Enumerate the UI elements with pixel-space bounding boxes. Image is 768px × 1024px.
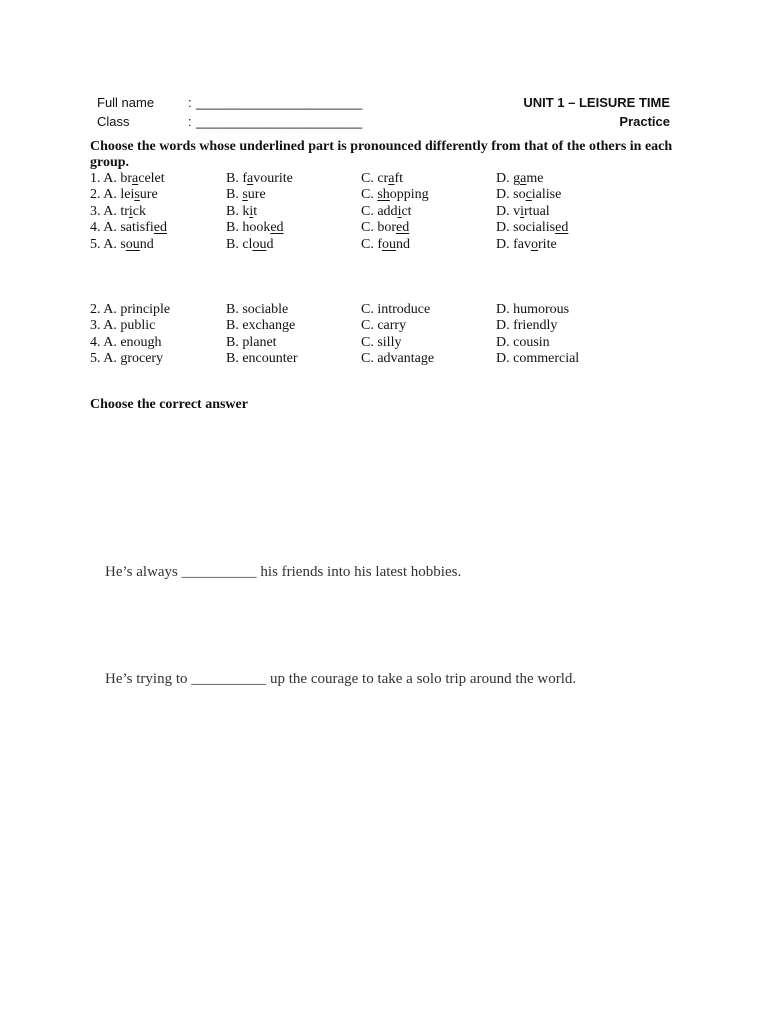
answer-option[interactable] bbox=[496, 204, 550, 220]
word-part: so bbox=[513, 187, 526, 203]
word-part: celet bbox=[138, 171, 165, 186]
answer-option[interactable] bbox=[496, 187, 561, 203]
answer-option[interactable]: C. carry bbox=[361, 318, 407, 334]
word-part: ck bbox=[132, 203, 147, 219]
underlined-part: ed bbox=[153, 220, 168, 236]
word-part: k bbox=[242, 203, 250, 219]
word-part: vourite bbox=[253, 171, 293, 186]
underlined-part: i bbox=[128, 203, 133, 219]
option-prefix: D. bbox=[496, 187, 514, 203]
stress-question-row bbox=[90, 351, 690, 367]
answer-option[interactable] bbox=[226, 237, 273, 253]
option-prefix: 2. A. bbox=[90, 187, 121, 203]
option-prefix: 5. A. bbox=[90, 236, 121, 252]
underlined-part: ed bbox=[270, 220, 284, 236]
underlined-part: i bbox=[397, 203, 402, 219]
answer-option[interactable]: B. encounter bbox=[226, 351, 298, 367]
underlined-part: a bbox=[132, 171, 139, 186]
word-part: br bbox=[120, 171, 133, 186]
sentence-2: He’s trying to __________ up the courage to take a solo trip around the world. bbox=[105, 671, 577, 687]
sentence-1: He’s always __________ his friends into his latest hobbies. bbox=[105, 564, 462, 580]
word-part: socialis bbox=[513, 220, 556, 236]
option-prefix: 3. A. bbox=[90, 203, 121, 219]
word-part: bor bbox=[377, 220, 397, 236]
answer-option[interactable]: C. introduce bbox=[361, 302, 431, 317]
option-prefix: D. bbox=[496, 220, 514, 236]
answer-option[interactable] bbox=[361, 187, 429, 203]
pronunciation-questions bbox=[90, 171, 690, 253]
underlined-part: ou bbox=[125, 236, 140, 252]
answer-option[interactable]: D. friendly bbox=[496, 318, 558, 334]
underlined-part: s bbox=[134, 187, 140, 203]
pronunciation-question-row bbox=[90, 187, 690, 203]
fullname-colon: : bbox=[188, 95, 192, 110]
pronunciation-question-row bbox=[90, 237, 690, 253]
option-prefix: B. bbox=[226, 236, 243, 252]
word-part: tr bbox=[120, 203, 129, 219]
answer-option[interactable]: B. exchange bbox=[226, 318, 296, 334]
word-part: t bbox=[253, 203, 258, 219]
answer-option[interactable] bbox=[90, 237, 154, 253]
underlined-part: ed bbox=[396, 220, 410, 236]
answer-option[interactable]: C. advantage bbox=[361, 351, 435, 367]
underlined-part: i bbox=[249, 203, 254, 219]
answer-option[interactable]: 3. A. public bbox=[90, 318, 156, 334]
answer-option[interactable] bbox=[496, 171, 543, 187]
word-part: hook bbox=[242, 220, 271, 236]
choose-answer-heading: Choose the correct answer bbox=[90, 397, 248, 412]
class-blank[interactable]: _______________________ bbox=[196, 114, 363, 129]
option-prefix: 1. A. bbox=[90, 171, 121, 186]
word-part: fav bbox=[513, 236, 532, 252]
underlined-part: a bbox=[388, 171, 395, 186]
class-label: Class bbox=[97, 114, 130, 129]
underlined-part: a bbox=[520, 171, 527, 186]
answer-option[interactable] bbox=[90, 204, 146, 220]
answer-option[interactable] bbox=[90, 187, 158, 203]
word-part: lei bbox=[120, 187, 135, 203]
underlined-part: sh bbox=[377, 187, 390, 203]
word-part: cl bbox=[242, 236, 253, 252]
answer-option[interactable] bbox=[361, 171, 403, 187]
stress-question-row bbox=[90, 302, 690, 318]
answer-option[interactable] bbox=[226, 204, 257, 220]
pronunciation-question-row bbox=[90, 171, 690, 187]
word-part: nd bbox=[139, 236, 154, 252]
word-part: ft bbox=[394, 171, 404, 186]
answer-option[interactable]: 5. A. grocery bbox=[90, 351, 164, 367]
stress-question-row bbox=[90, 335, 690, 351]
fullname-blank[interactable]: _______________________ bbox=[196, 95, 363, 110]
option-prefix: B. bbox=[226, 220, 243, 236]
word-part: nd bbox=[396, 236, 411, 252]
underlined-part: o bbox=[531, 236, 539, 252]
word-part: rtual bbox=[524, 203, 550, 219]
stress-questions bbox=[90, 302, 690, 368]
answer-option[interactable] bbox=[226, 220, 284, 236]
word-part: s bbox=[120, 236, 126, 252]
answer-option[interactable] bbox=[361, 204, 412, 220]
unit-title: UNIT 1 – LEISURE TIME bbox=[523, 95, 670, 110]
answer-option[interactable]: 2. A. principle bbox=[90, 302, 171, 317]
answer-option[interactable] bbox=[361, 237, 410, 253]
answer-option[interactable]: D. cousin bbox=[496, 334, 550, 350]
pronunciation-question-row bbox=[90, 220, 690, 236]
answer-option[interactable] bbox=[496, 237, 557, 253]
option-prefix: 4. A. bbox=[90, 220, 121, 236]
underlined-part: ed bbox=[555, 220, 569, 236]
answer-option[interactable] bbox=[496, 220, 568, 236]
word-part: ialise bbox=[531, 187, 562, 203]
option-prefix: D. bbox=[496, 236, 514, 252]
word-part: satisfi bbox=[120, 220, 154, 236]
pronunciation-question-row bbox=[90, 204, 690, 220]
underlined-part: s bbox=[242, 187, 248, 203]
answer-option[interactable] bbox=[90, 171, 165, 187]
option-prefix: C. bbox=[361, 203, 378, 219]
answer-option[interactable] bbox=[226, 187, 266, 203]
option-prefix: D. bbox=[496, 171, 514, 186]
option-prefix: C. bbox=[361, 236, 378, 252]
answer-option[interactable]: C. silly bbox=[361, 334, 402, 350]
answer-option[interactable]: 4. A. enough bbox=[90, 334, 162, 350]
fullname-row bbox=[97, 95, 670, 113]
fullname-label: Full name bbox=[97, 95, 155, 110]
pronunciation-instruction: Choose the words whose underlined part is pronounced differently from that of the others in each group. bbox=[90, 139, 673, 170]
word-part: ure bbox=[247, 187, 266, 203]
word-part: d bbox=[266, 236, 274, 252]
answer-option[interactable]: B. planet bbox=[226, 334, 277, 350]
word-part: me bbox=[526, 171, 544, 186]
word-part: f bbox=[242, 171, 248, 186]
option-prefix: C. bbox=[361, 171, 378, 186]
underlined-part: i bbox=[520, 203, 525, 219]
practice-subtitle: Practice bbox=[619, 114, 670, 129]
underlined-part: ou bbox=[382, 236, 397, 252]
word-part: g bbox=[513, 171, 521, 186]
answer-option[interactable]: D. commercial bbox=[496, 351, 580, 367]
option-prefix: B. bbox=[226, 171, 243, 186]
word-part: opping bbox=[389, 187, 429, 203]
stress-question-row bbox=[90, 318, 690, 334]
word-part: v bbox=[513, 203, 521, 219]
option-prefix: B. bbox=[226, 203, 243, 219]
word-part: ure bbox=[139, 187, 158, 203]
option-prefix: C. bbox=[361, 220, 378, 236]
answer-option[interactable] bbox=[361, 220, 409, 236]
option-prefix: D. bbox=[496, 203, 514, 219]
option-prefix: B. bbox=[226, 187, 243, 203]
underlined-part: ou bbox=[252, 236, 267, 252]
word-part: ct bbox=[401, 203, 412, 219]
word-part: f bbox=[377, 236, 383, 252]
answer-option[interactable]: D. humorous bbox=[496, 302, 570, 317]
underlined-part: c bbox=[525, 187, 532, 203]
underlined-part: a bbox=[247, 171, 254, 186]
word-part: cr bbox=[377, 171, 389, 186]
answer-option[interactable]: B. sociable bbox=[226, 302, 289, 317]
answer-option[interactable] bbox=[90, 220, 167, 236]
word-part: add bbox=[377, 203, 398, 219]
class-row bbox=[97, 114, 670, 132]
answer-option[interactable] bbox=[226, 171, 293, 187]
option-prefix: C. bbox=[361, 187, 378, 203]
word-part: rite bbox=[538, 236, 557, 252]
class-colon: : bbox=[188, 114, 192, 129]
